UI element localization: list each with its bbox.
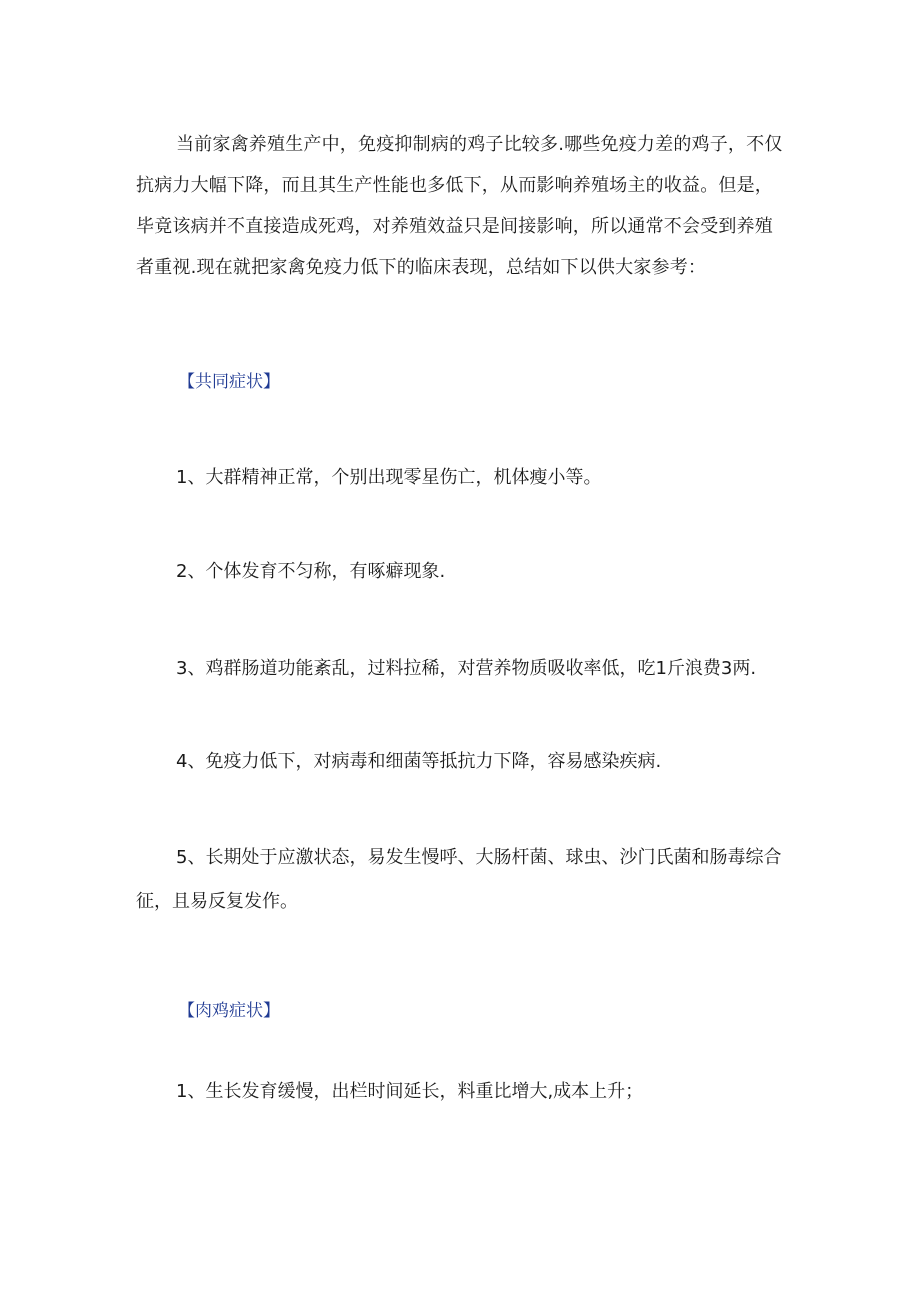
section-heading-common-symptoms: 【共同症状】 [178,372,280,392]
list-item: 2、个体发育不匀称，有啄癖现象. [176,561,446,582]
intro-paragraph: 当前家禽养殖生产中，免疫抑制病的鸡子比较多.哪些免疫力差的鸡子，不仅抗病力大幅下降，而且其生产性能也多低下，从而影响养殖场主的收益。但是，毕竟该病并不直接造成死鸡，对养殖效益只是间接影响，所以通常不会受到养殖者重视.现在就把家禽免疫力低下的临床表现，总结如下以供大家参考： [136,134,783,278]
list-item: 5、长期处于应激状态，易发生慢呼、大肠杆菌、球虫、沙门氏菌和肠毒综合征，且易反复发作。 [136,847,782,912]
list-item: 3、鸡群肠道功能紊乱，过料拉稀，对营养物质吸收率低，吃1斤浪费3两. [176,658,757,679]
list-item: 1、生长发育缓慢，出栏时间延长，料重比增大,成本上升； [176,1081,644,1102]
section-heading-broiler-symptoms: 【肉鸡症状】 [178,1001,280,1021]
list-item: 1、大群精神正常，个别出现零星伤亡，机体瘦小等。 [176,467,602,488]
list-item: 4、免疫力低下，对病毒和细菌等抵抗力下降，容易感染疾病. [176,751,662,772]
